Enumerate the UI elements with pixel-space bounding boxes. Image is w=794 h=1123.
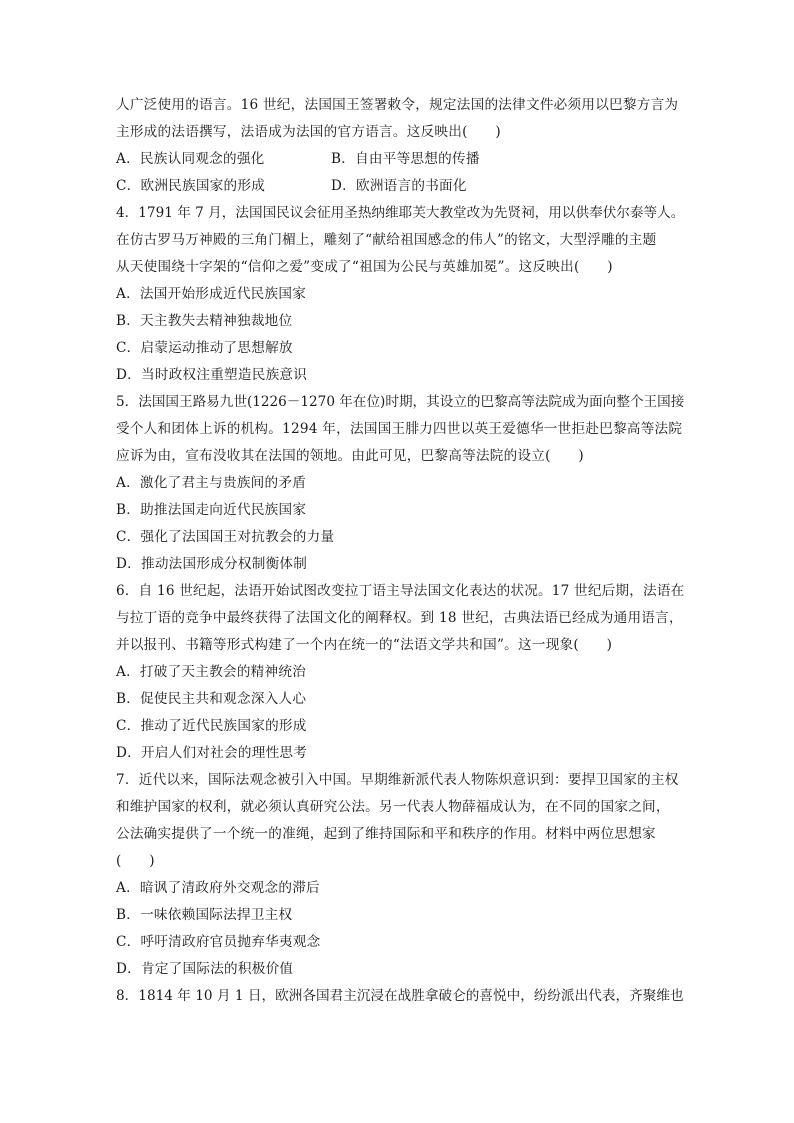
q7-stem-line-2: 和维护国家的权利，就必须认真研究公法。另一代表人物薛福成认为，在不同的国家之间， bbox=[116, 799, 670, 815]
q6-stem-line-3: 并以报刊、书籍等形式构建了一个内在统一的“法语文学共和国”。这一现象( ) bbox=[116, 637, 613, 653]
q4-stem-line-2: 在仿古罗马万神殿的三角门楣上，雕刻了“献给祖国感念的伟人”的铭文，大型浮雕的主题 bbox=[116, 232, 657, 248]
intro-line-1: 人广泛使用的语言。16 世纪，法国国王签署敕令，规定法国的法律文件必须用以巴黎方言为 bbox=[116, 97, 679, 113]
q6-stem-line-1: 6．自 16 世纪起，法语开始试图改变拉丁语主导法国文化表达的状况。17 世纪后期，法语在 bbox=[116, 583, 685, 599]
q4-stem-line-1: 4．1791 年 7 月，法国国民议会征用圣热纳维耶芙大教堂改为先贤祠，用以供奉伏尔泰等人。 bbox=[116, 205, 685, 221]
q7-option-c: C．呼吁清政府官员抛弃华夷观念 bbox=[116, 934, 321, 950]
q8-stem-line-1: 8．1814 年 10 月 1 日，欧洲各国君主沉浸在战胜拿破仑的喜悦中，纷纷派出代表，齐聚维也 bbox=[116, 988, 684, 1004]
q6-option-a: A．打破了天主教会的精神统治 bbox=[116, 664, 307, 680]
q7-option-d: D．肯定了国际法的积极价值 bbox=[116, 961, 294, 977]
intro-option-b: B．自由平等思想的传播 bbox=[331, 151, 480, 167]
q5-option-b: B．助推法国走向近代民族国家 bbox=[116, 502, 307, 518]
intro-option-d: D．欧洲语言的书面化 bbox=[331, 178, 467, 194]
q4-option-c: C．启蒙运动推动了思想解放 bbox=[116, 340, 293, 356]
intro-option-a: A．民族认同观念的强化 bbox=[116, 151, 265, 167]
intro-option-c: C．欧洲民族国家的形成 bbox=[116, 178, 266, 194]
q5-stem-line-2: 受个人和团体上诉的机构。1294 年，法国国王腓力四世以英王爱德华一世拒赴巴黎高等法院 bbox=[116, 421, 683, 437]
q7-stem-line-3: 公法确实提供了一个统一的准绳，起到了维持国际和平和秩序的作用。材料中两位思想家 bbox=[116, 826, 656, 842]
q6-stem-line-2: 与拉丁语的竞争中最终获得了法国文化的阐释权。到 18 世纪，古典法语已经成为通用语言， bbox=[116, 610, 683, 626]
q5-option-c: C．强化了法国国王对抗教会的力量 bbox=[116, 529, 335, 545]
q7-option-a: A．暗讽了清政府外交观念的滞后 bbox=[116, 880, 320, 896]
q4-option-a: A．法国开始形成近代民族国家 bbox=[116, 286, 307, 302]
q4-option-d: D．当时政权注重塑造民族意识 bbox=[116, 367, 308, 383]
q5-option-d: D．推动法国形成分权制衡体制 bbox=[116, 556, 308, 572]
q4-option-b: B．天主教失去精神独裁地位 bbox=[116, 313, 293, 329]
q6-option-b: B．促使民主共和观念深入人心 bbox=[116, 691, 307, 707]
q7-option-b: B．一味依赖国际法捍卫主权 bbox=[116, 907, 293, 923]
q5-stem-line-1: 5．法国国王路易九世(1226－1270 年在位)时期，其设立的巴黎高等法院成为面向整个王国接 bbox=[116, 394, 685, 410]
q5-stem-line-3: 应诉为由，宣布没收其在法国的领地。由此可见，巴黎高等法院的设立( ) bbox=[116, 448, 584, 464]
q6-option-d: D．开启人们对社会的理性思考 bbox=[116, 745, 308, 761]
q4-stem-line-3: 从天使围绕十字架的“信仰之爱”变成了“祖国为公民与英雄加冕”。这反映出( ) bbox=[116, 259, 613, 275]
q6-option-c: C．推动了近代民族国家的形成 bbox=[116, 718, 307, 734]
q5-option-a: A．激化了君主与贵族间的矛盾 bbox=[116, 475, 307, 491]
intro-line-2: 主形成的法语撰写，法语成为法国的官方语言。这反映出( ) bbox=[116, 124, 501, 140]
q7-stem-line-1: 7．近代以来，国际法观念被引入中国。早期维新派代表人物陈炽意识到：要捍卫国家的主权 bbox=[116, 772, 679, 788]
q7-stem-line-4: ( ) bbox=[116, 853, 155, 869]
